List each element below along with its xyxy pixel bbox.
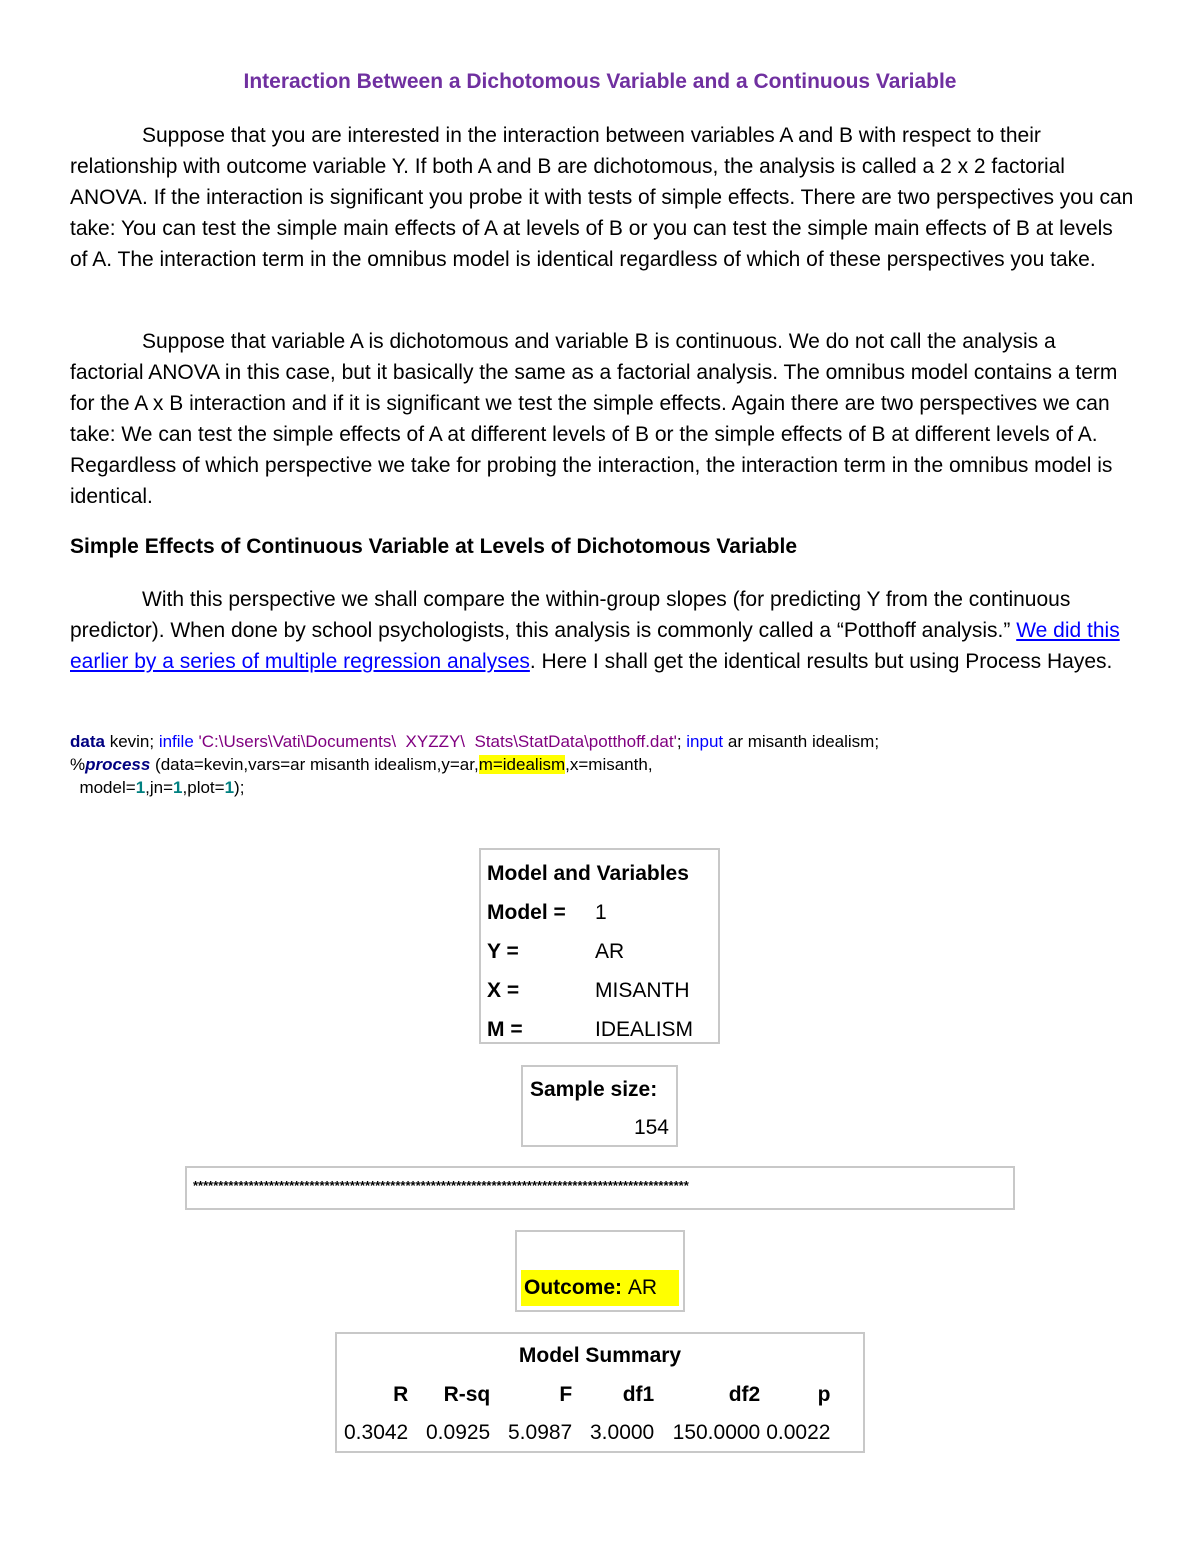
col-header: R (393, 1383, 409, 1406)
section-paragraph (70, 584, 1135, 677)
code-data-keyword: data (70, 732, 105, 751)
section-heading: Simple Effects of Continuous Variable at Levels of Dichotomous Variable (70, 535, 797, 558)
model-summary-table (341, 1376, 833, 1452)
page-title: Interaction Between a Dichotomous Variable and a Continuous Variable (243, 70, 957, 93)
table-cell: 0.3042 (344, 1421, 409, 1444)
col-header: p (817, 1383, 831, 1406)
row-key: M = (487, 1018, 523, 1041)
outcome-label-row (521, 1270, 679, 1306)
code-infile-keyword: infile (158, 732, 194, 751)
model-summary-caption: Model Summary (518, 1344, 682, 1367)
code-line3-b: ,jn= (145, 778, 174, 797)
model-variables-row (487, 932, 712, 971)
sample-size-value: 154 (633, 1116, 669, 1139)
model-variables-box (479, 848, 720, 1044)
earlier-analyses-link[interactable]: We did this earlier by a series of multiple regression analyses (70, 619, 1120, 673)
code-args-1: (data=kevin,vars=ar misanth idealism,y=ar, (150, 755, 479, 774)
code-semicolon: ; (676, 732, 687, 751)
code-percent: % (70, 755, 86, 774)
col-header: R-sq (443, 1383, 491, 1406)
table-cell: 150.0000 (672, 1421, 761, 1444)
code-m-argument: m=idealism (478, 755, 566, 774)
outcome-value: AR (627, 1276, 658, 1299)
separator-stars: ************************************************************************************************** (185, 1166, 1015, 1210)
code-line3-c: ,plot= (182, 778, 225, 797)
table-header-row (341, 1376, 833, 1414)
intro-paragraph-1-text: Suppose that you are interested in the interaction between variables A and B with respect to their relationship with outcome variable Y. If both A and B are dichotomous, the analysis is called a 2 x 2 factorial ANOVA. If the interaction is significant you probe it with tests of simple effects. There are two perspectives you can take: You can test the simple main effects of A at levels of B or you can test the simple main effects of B at levels of A. The interaction term in the omnibus model is identical regardless of which of these perspectives you take. (70, 124, 1134, 271)
intro-paragraph-1 (70, 120, 1135, 275)
model-variables-heading: Model and Variables (487, 862, 689, 885)
model-variables-row (487, 971, 712, 1010)
intro-paragraph-2-text: Suppose that variable A is dichotomous and variable B is continuous. We do not call the analysis a factorial ANOVA in this case, but it basically the same as a factorial analysis. The omnibus model contains a term for the A x B interaction and if it is significant we test the simple effects. Again there are two perspectives we can take: We can test the simple effects of A at different levels of B or the simple effects of B at different levels of A. Regardless of which perspective we take for probing the interaction, the interaction term in the omnibus model is identical. (70, 330, 1118, 508)
sample-size-heading: Sample size: (530, 1078, 658, 1101)
table-cell: 0.0022 (766, 1421, 831, 1444)
table-cell: 5.0987 (508, 1421, 573, 1444)
code-line3-d: ); (234, 778, 245, 797)
code-input-keyword: input (686, 732, 724, 751)
col-header: F (559, 1383, 573, 1406)
model-variables-row (487, 1010, 712, 1049)
model-summary-box (335, 1332, 865, 1453)
code-macro-name: process (85, 755, 151, 774)
outcome-label: Outcome: (524, 1276, 623, 1299)
sas-code-block (70, 730, 879, 799)
code-line3-a: model= (70, 778, 136, 797)
col-header: df2 (728, 1383, 761, 1406)
col-header: df1 (622, 1383, 655, 1406)
row-value: 1 (595, 901, 607, 924)
code-args-2: ,x=misanth, (565, 755, 653, 774)
intro-paragraph-2 (70, 326, 1135, 512)
table-cell: 3.0000 (590, 1421, 655, 1444)
row-key: X = (487, 979, 520, 1002)
section-paragraph-text-after: . Here I shall get the identical results but using Process Hayes. (529, 650, 1113, 673)
row-key: Model = (487, 901, 566, 924)
code-plot-value: 1 (224, 778, 235, 797)
sample-size-box (521, 1065, 678, 1147)
row-value: AR (595, 940, 625, 963)
code-file-path: 'C:\Users\Vati\Documents\ XYZZY\ Stats\StatData\potthoff.dat' (198, 732, 677, 751)
row-key: Y = (487, 940, 519, 963)
row-value: IDEALISM (595, 1018, 694, 1041)
table-cell: 0.0925 (426, 1421, 491, 1444)
row-value: MISANTH (595, 979, 690, 1002)
code-jn-value: 1 (173, 778, 183, 797)
model-variables-row (487, 893, 712, 932)
table-row (341, 1414, 833, 1452)
code-input-vars: ar misanth idealism; (723, 732, 880, 751)
outcome-box (515, 1230, 685, 1312)
section-paragraph-text-before: With this perspective we shall compare the within-group slopes (for predicting Y from the continuous predictor). When done by school psychologists, this analysis is commonly called a “Potthoff analysis.” (70, 588, 1071, 642)
code-model-value: 1 (135, 778, 146, 797)
code-dataset: kevin; (104, 732, 159, 751)
